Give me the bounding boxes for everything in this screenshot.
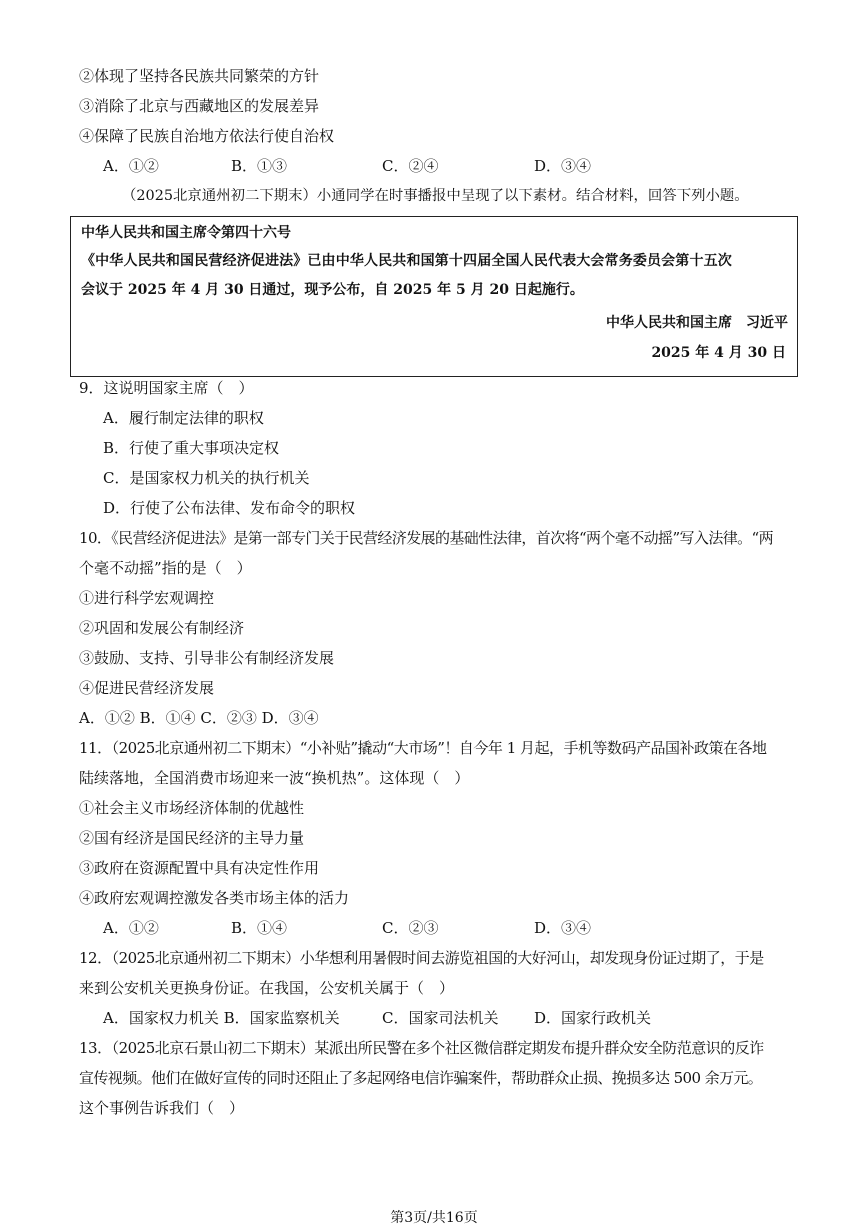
q11-choice-3: ③政府在资源配置中具有决定性作用 xyxy=(79,859,320,877)
q12-option-d: D．国家行政机关 xyxy=(534,1009,652,1027)
decree-date: 2025 年 4 月 30 日 xyxy=(651,345,786,361)
q11-option-a: A．①② xyxy=(103,919,159,937)
question-13: 13．（2025北京石景山初二下期末）某派出所民警在多个社区微信群定期发布提升群众安全防范意识的反诈 xyxy=(79,1039,764,1057)
material-box xyxy=(70,216,798,377)
q10-choice-2: ②巩固和发展公有制经济 xyxy=(79,619,245,637)
question-13-cont: 宣传视频。他们在做好宣传的同时还阻止了多起网络电信诈骗案件，帮助群众止损、挽损多达 500 余万元。 xyxy=(79,1069,763,1087)
q11-choice-1: ①社会主义市场经济体制的优越性 xyxy=(79,799,305,817)
q9-option-a: A．履行制定法律的职权 xyxy=(103,409,264,427)
q11-option-b: B．①④ xyxy=(231,919,288,937)
question-10-cont: 个毫不动摇”指的是（ ） xyxy=(79,559,252,577)
question-12-cont: 来到公安机关更换身份证。在我国，公安机关属于（ ） xyxy=(79,979,455,997)
q9-option-d: D．行使了公布法律、发布命令的职权 xyxy=(103,499,356,517)
choice-3: ③消除了北京与西藏地区的发展差异 xyxy=(79,97,320,115)
q10-choice-4: ④促进民营经济发展 xyxy=(79,679,215,697)
q10-choice-1: ①进行科学宏观调控 xyxy=(79,589,215,607)
option-b: B．①③ xyxy=(231,157,288,175)
q11-option-c: C．②③ xyxy=(382,919,439,937)
q12-option-ab: A．国家权力机关 B．国家监察机关 xyxy=(103,1009,340,1027)
q9-option-c: C．是国家权力机关的执行机关 xyxy=(103,469,310,487)
q9-option-b: B．行使了重大事项决定权 xyxy=(103,439,280,457)
q11-choice-2: ②国有经济是国民经济的主导力量 xyxy=(79,829,305,847)
option-c: C．②④ xyxy=(382,157,439,175)
q12-option-c: C．国家司法机关 xyxy=(382,1009,499,1027)
option-a: A．①② xyxy=(103,157,159,175)
question-13-cont-2: 这个事例告诉我们（ ） xyxy=(79,1099,245,1117)
decree-text-2: 会议于 2025 年 4 月 30 日通过，现予公布，自 2025 年 5 月 20 日起施行。 xyxy=(81,282,584,298)
page-footer: 第3页/共16页 xyxy=(390,1210,478,1226)
q10-options: A．①② B．①④ C．②③ D．③④ xyxy=(79,709,319,727)
option-d: D．③④ xyxy=(534,157,592,175)
choice-2: ②体现了坚持各民族共同繁荣的方针 xyxy=(79,67,320,85)
question-11-cont: 陆续落地，全国消费市场迎来一波“换机热”。这体现（ ） xyxy=(79,769,470,787)
decree-number: 中华人民共和国主席令第四十六号 xyxy=(81,225,291,241)
decree-text-1: 《中华人民共和国民营经济促进法》已由中华人民共和国第十四届全国人民代表大会常务委员会第十五次 xyxy=(81,253,732,269)
decree-signer: 中华人民共和国主席 习近平 xyxy=(606,315,788,331)
q11-choice-4: ④政府宏观调控激发各类市场主体的活力 xyxy=(79,889,350,907)
q10-choice-3: ③鼓励、支持、引导非公有制经济发展 xyxy=(79,649,335,667)
question-12: 12．（2025北京通州初二下期末）小华想利用暑假时间去游览祖国的大好河山，却发现身份证过期了，于是 xyxy=(79,949,764,967)
choice-4: ④保障了民族自治地方依法行使自治权 xyxy=(79,127,335,145)
question-11: 11．（2025北京通州初二下期末）“小补贴”撬动“大市场”！自今年 1 月起，手机等数码产品国补政策在各地 xyxy=(79,739,767,757)
question-9: 9．这说明国家主席（ ） xyxy=(79,379,254,397)
material-intro: （2025北京通州初二下期末）小通同学在时事播报中呈现了以下素材。结合材料，回答下列小题。 xyxy=(122,188,749,204)
q11-option-d: D．③④ xyxy=(534,919,592,937)
question-10: 10．《民营经济促进法》是第一部专门关于民营经济发展的基础性法律，首次将“两个毫不动摇”写入法律。“两 xyxy=(79,529,773,547)
